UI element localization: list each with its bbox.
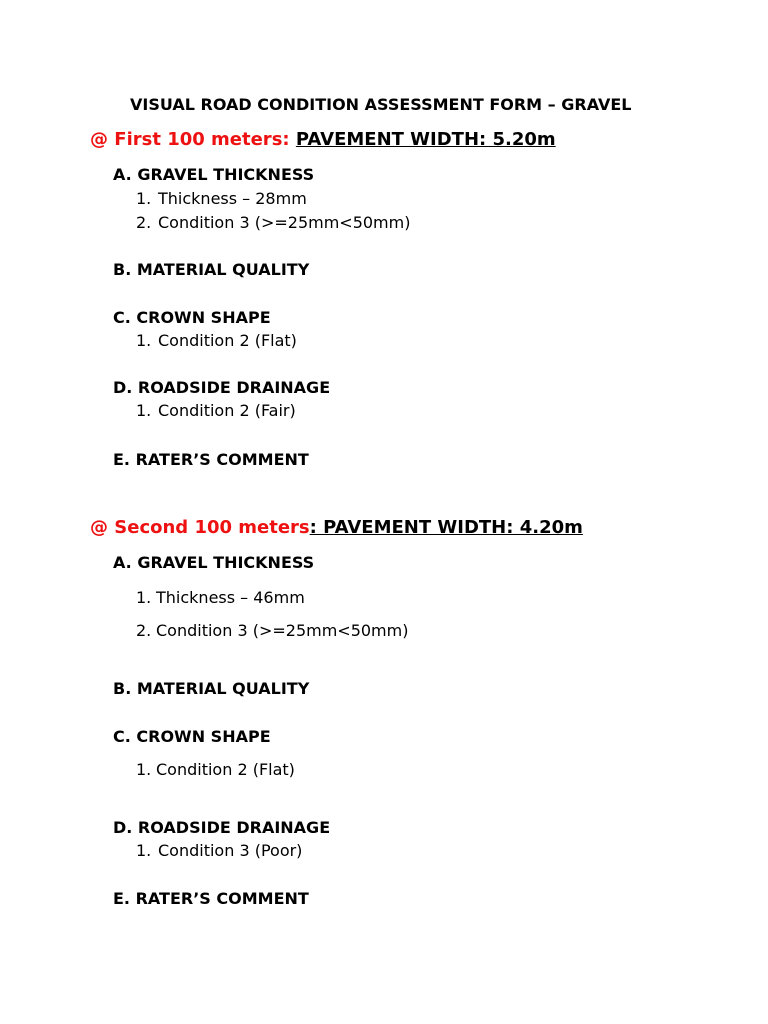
section-2-location: @ Second 100 meters	[90, 517, 310, 538]
item-text: Condition 2 (Flat)	[158, 331, 297, 350]
section-1-header	[90, 129, 556, 150]
document-title: VISUAL ROAD CONDITION ASSESSMENT FORM – GRAVEL	[130, 95, 632, 114]
list-number: 1.	[136, 588, 152, 607]
list-number: 1.	[136, 401, 152, 420]
section-2-item-thickness-condition	[136, 621, 408, 640]
section-1-heading-raters-comment: E. RATER’S COMMENT	[113, 450, 309, 469]
section-1-item-thickness-condition	[136, 213, 410, 232]
item-text: Condition 2 (Fair)	[158, 401, 296, 420]
section-2-item-thickness	[136, 588, 305, 607]
section-1-heading-roadside-drainage: D. ROADSIDE DRAINAGE	[113, 378, 331, 397]
section-1-pavement-width: PAVEMENT WIDTH: 5.20m	[295, 129, 556, 150]
section-2-item-crown-condition	[136, 760, 295, 779]
section-2-pavement-width: : PAVEMENT WIDTH: 4.20m	[309, 517, 583, 538]
item-text: Condition 3 (>=25mm<50mm)	[158, 213, 411, 232]
section-1-item-drainage-condition	[136, 401, 296, 420]
section-2-heading-crown-shape: C. CROWN SHAPE	[113, 727, 271, 746]
section-2-heading-raters-comment: E. RATER’S COMMENT	[113, 889, 309, 908]
item-text: Thickness – 46mm	[156, 588, 305, 607]
item-text: Thickness – 28mm	[158, 189, 307, 208]
list-number: 1.	[136, 189, 152, 208]
section-2-heading-roadside-drainage: D. ROADSIDE DRAINAGE	[113, 818, 331, 837]
item-text: Condition 2 (Flat)	[156, 760, 295, 779]
list-number: 1.	[136, 331, 152, 350]
section-2-header	[90, 517, 583, 538]
list-number: 2.	[136, 213, 152, 232]
section-2-heading-material-quality: B. MATERIAL QUALITY	[113, 679, 310, 698]
section-2-item-drainage-condition	[136, 841, 302, 860]
section-1-heading-crown-shape: C. CROWN SHAPE	[113, 308, 271, 327]
section-2-heading-gravel-thickness: A. GRAVEL THICKNESS	[113, 553, 315, 572]
section-1-item-crown-condition	[136, 331, 297, 350]
item-text: Condition 3 (Poor)	[158, 841, 303, 860]
section-1-heading-gravel-thickness: A. GRAVEL THICKNESS	[113, 165, 315, 184]
item-text: Condition 3 (>=25mm<50mm)	[156, 621, 409, 640]
section-1-heading-material-quality: B. MATERIAL QUALITY	[113, 260, 310, 279]
section-1-item-thickness	[136, 189, 307, 208]
list-number: 1.	[136, 841, 152, 860]
section-1-location: @ First 100 meters:	[90, 129, 290, 150]
list-number: 2.	[136, 621, 152, 640]
list-number: 1.	[136, 760, 152, 779]
